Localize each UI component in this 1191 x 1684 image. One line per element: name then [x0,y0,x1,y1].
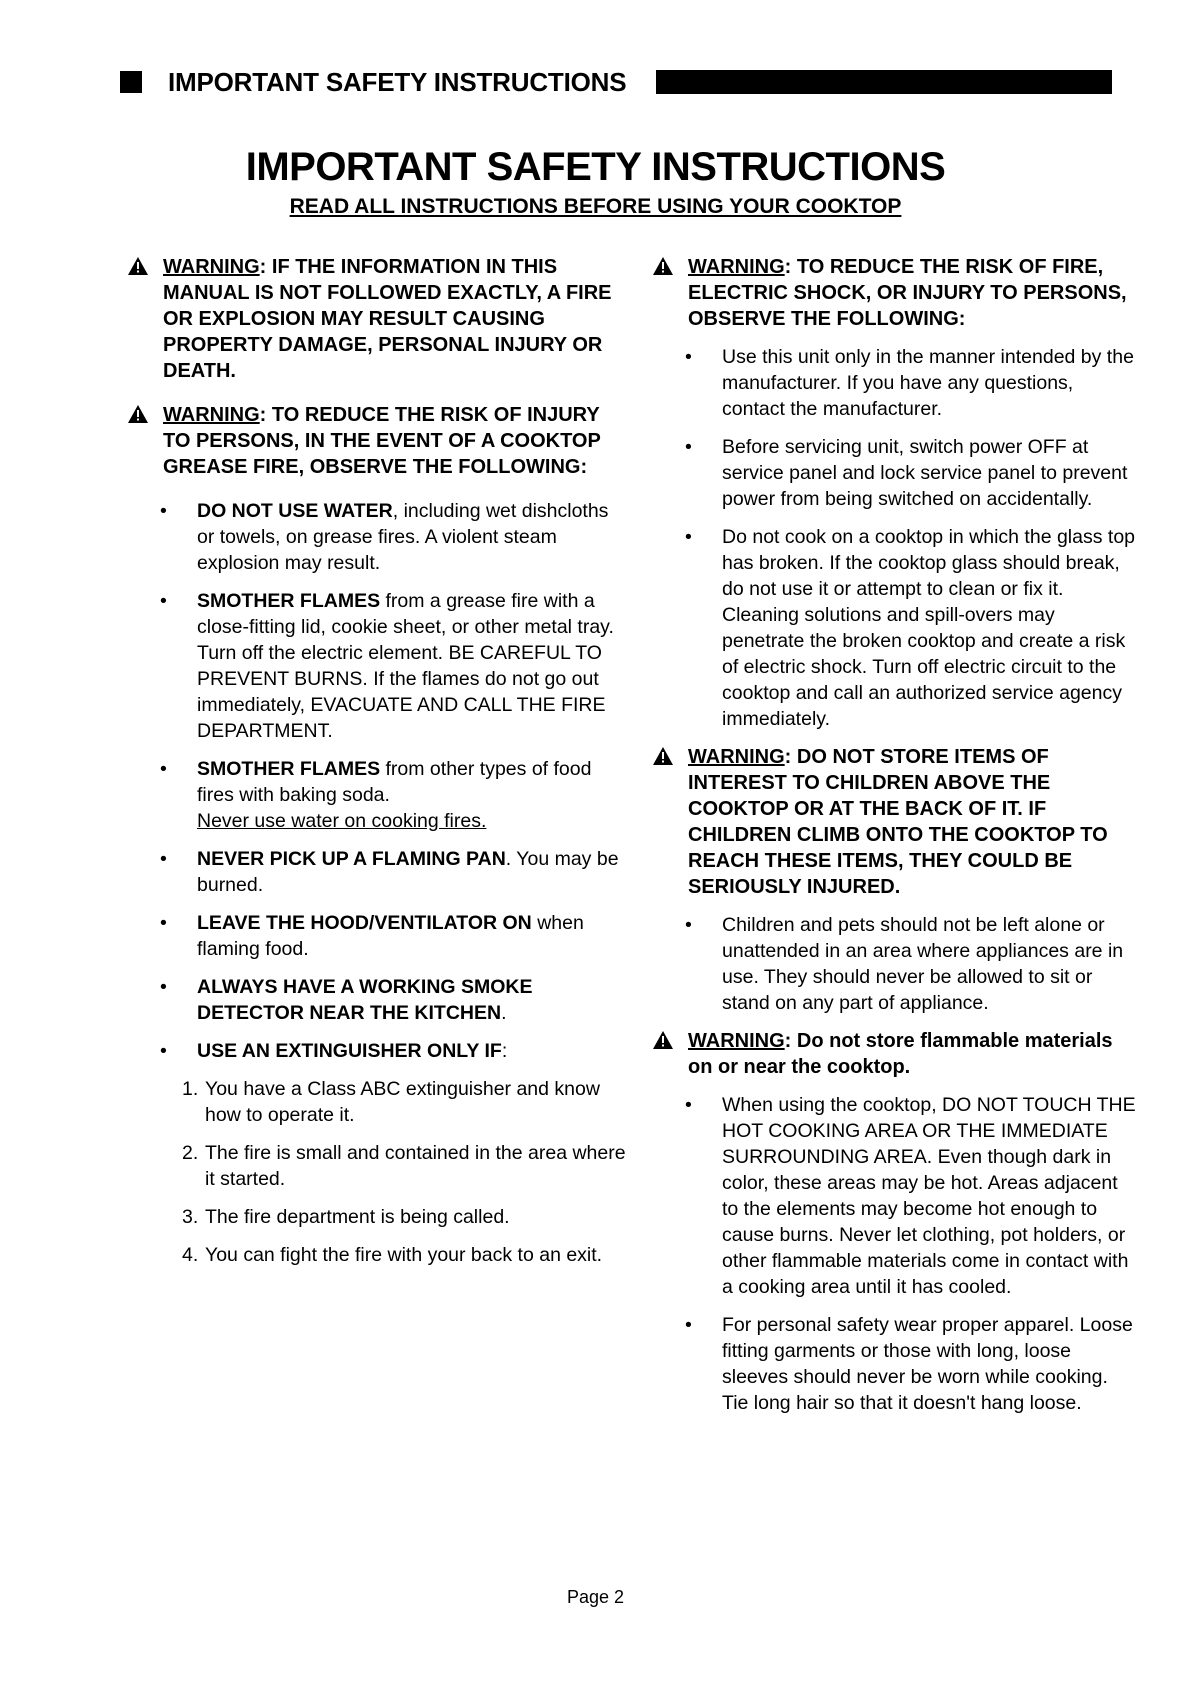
bullet-icon: • [685,1094,692,1116]
item-text: The fire is small and contained in the area where it started. [205,1142,626,1190]
item-bold-text: NEVER PICK UP A FLAMING PAN [197,848,506,870]
item-text: You have a Class ABC extinguisher and know how to operate it. [205,1078,600,1126]
warning-block [127,254,627,384]
bullet-icon: • [160,758,167,780]
header-rule-bar [656,70,1112,94]
children-safety-list [652,912,1137,1016]
item-text: : [501,1040,508,1062]
item-text: Do not cook on a cooktop in which the glass top has broken. If the cooktop glass should break, do not use it or attempt to clean or fix it. Cleaning solutions and spill-overs may penetrate the broken cooktop and create a risk of electric shock. Turn off electric circuit to the cooktop and call an authorized service agency immediately. [722,526,1136,730]
list-item [652,524,1137,732]
item-text: When using the cooktop, DO NOT TOUCH THE HOT COOKING AREA OR THE IMMEDIATE SURROUNDING AREA. Even though dark in color, these areas may be hot. Areas adjacent to the elements may become hot enough to cause burns. Never let clothing, pot holders, or other flammable materials come in contact with a cooking area until it has cooled. [722,1094,1136,1298]
numbered-item [127,1076,627,1128]
bullet-icon: • [685,914,692,936]
flammable-materials-list [652,1092,1137,1416]
left-column [127,254,627,1280]
extinguisher-conditions-list [127,1076,627,1268]
item-text: from other types of food fires with baking soda. [197,758,592,806]
item-text: Children and pets should not be left alone or unattended in an area where appliances are in use. They should never be allowed to sit or stand on any part of appliance. [722,914,1124,1014]
item-text: Use this unit only in the manner intended by the manufacturer. If you have any questions, contact the manufacturer. [722,346,1134,420]
warning-label: WARNING [688,746,785,768]
list-item [652,912,1137,1016]
warning-text: : TO REDUCE THE RISK OF INJURY TO PERSONS, IN THE EVENT OF A COOKTOP GREASE FIRE, OBSERVE THE FOLLOWING: [163,404,601,478]
warning-text: : IF THE INFORMATION IN THIS MANUAL IS NOT FOLLOWED EXACTLY, A FIRE OR EXPLOSION MAY RESULT CAUSING PROPERTY DAMAGE, PERSONAL INJURY OR DEATH. [163,256,612,382]
warning-triangle-icon [127,256,149,276]
list-item [127,498,627,576]
right-column [652,254,1137,1428]
item-bold-text: USE AN EXTINGUISHER ONLY IF [197,1040,502,1062]
warning-block [652,254,1137,332]
warning-text: : Do not store flammable materials on or near the cooktop. [688,1030,1113,1078]
running-header-title: IMPORTANT SAFETY INSTRUCTIONS [168,66,627,97]
bullet-icon: • [160,590,167,612]
numbered-item [127,1242,627,1268]
list-item [127,756,627,834]
bullet-icon: • [685,346,692,368]
warning-label: WARNING [163,256,260,278]
item-bold-text: DO NOT USE WATER [197,500,393,522]
page-title: IMPORTANT SAFETY INSTRUCTIONS [245,145,946,189]
item-number: 1. [182,1078,199,1100]
item-text: The fire department is being called. [205,1206,510,1228]
numbered-item [127,1204,627,1230]
warning-block [127,402,627,480]
list-item [652,344,1137,422]
bullet-icon: • [685,436,692,458]
item-text: . [501,1002,507,1024]
numbered-item [127,1140,627,1192]
warning-label: WARNING [688,1030,785,1052]
list-item [652,1092,1137,1300]
header-square-icon [120,71,142,93]
item-text: . You may be burned. [197,848,619,896]
item-text: , including wet dishcloths or towels, on grease fires. A violent steam explosion may result. [197,500,609,574]
item-number: 2. [182,1142,199,1164]
item-number: 4. [182,1244,199,1266]
list-item [127,1038,627,1064]
warning-triangle-icon [652,1030,674,1050]
bullet-icon: • [160,976,167,998]
list-item [127,974,627,1026]
bullet-icon: • [160,1040,167,1062]
item-number: 3. [182,1206,199,1228]
item-text: Before servicing unit, switch power OFF at service panel and lock service panel to prevent power from being switched on accidentally. [722,436,1128,510]
list-item [127,846,627,898]
bullet-icon: • [685,1314,692,1336]
bullet-icon: • [160,912,167,934]
item-text: from a grease fire with a close-fitting lid, cookie sheet, or other metal tray. Turn off the electric element. BE CAREFUL TO PREVENT BURNS. If the flames do not go out immediately, EVACUATE AND CALL THE FIRE DEPARTMENT. [197,590,614,742]
list-item [652,1312,1137,1416]
grease-fire-list [127,498,627,1064]
warning-triangle-icon [652,746,674,766]
item-bold-text: SMOTHER FLAMES [197,590,381,612]
bullet-icon: • [160,848,167,870]
warning-block [652,744,1137,900]
bullet-icon: • [685,526,692,548]
list-item [127,910,627,962]
item-text: when flaming food. [197,912,584,960]
item-bold-text: LEAVE THE HOOD/VENTILATOR ON [197,912,532,934]
list-item [127,588,627,744]
page-subtitle: READ ALL INSTRUCTIONS BEFORE USING YOUR COOKTOP [289,195,902,218]
bullet-icon: • [160,500,167,522]
warning-label: WARNING [688,256,785,278]
item-bold-text: ALWAYS HAVE A WORKING SMOKE DETECTOR NEAR THE KITCHEN [197,976,533,1024]
running-header [120,66,1112,98]
warning-text: : TO REDUCE THE RISK OF FIRE, ELECTRIC SHOCK, OR INJURY TO PERSONS, OBSERVE THE FOLLOWING: [688,256,1127,330]
item-underlined-text: Never use water on cooking fires. [197,810,487,832]
item-text: You can fight the fire with your back to an exit. [205,1244,603,1266]
page-number: Page 2 [566,1587,625,1607]
item-bold-text: SMOTHER FLAMES [197,758,381,780]
warning-text: : DO NOT STORE ITEMS OF INTEREST TO CHILDREN ABOVE THE COOKTOP OR AT THE BACK OF IT. IF CHILDREN CLIMB ONTO THE COOKTOP TO REACH THESE ITEMS, THEY COULD BE SERIOUSLY INJURED. [688,746,1108,898]
warning-triangle-icon [652,256,674,276]
list-item [652,434,1137,512]
warning-triangle-icon [127,404,149,424]
warning-label: WARNING [163,404,260,426]
item-text: For personal safety wear proper apparel. Loose fitting garments or those with long, loose sleeves should never be worn while cooking. Tie long hair so that it doesn't hang loose. [722,1314,1133,1414]
electrical-safety-list [652,344,1137,732]
warning-block [652,1028,1137,1080]
